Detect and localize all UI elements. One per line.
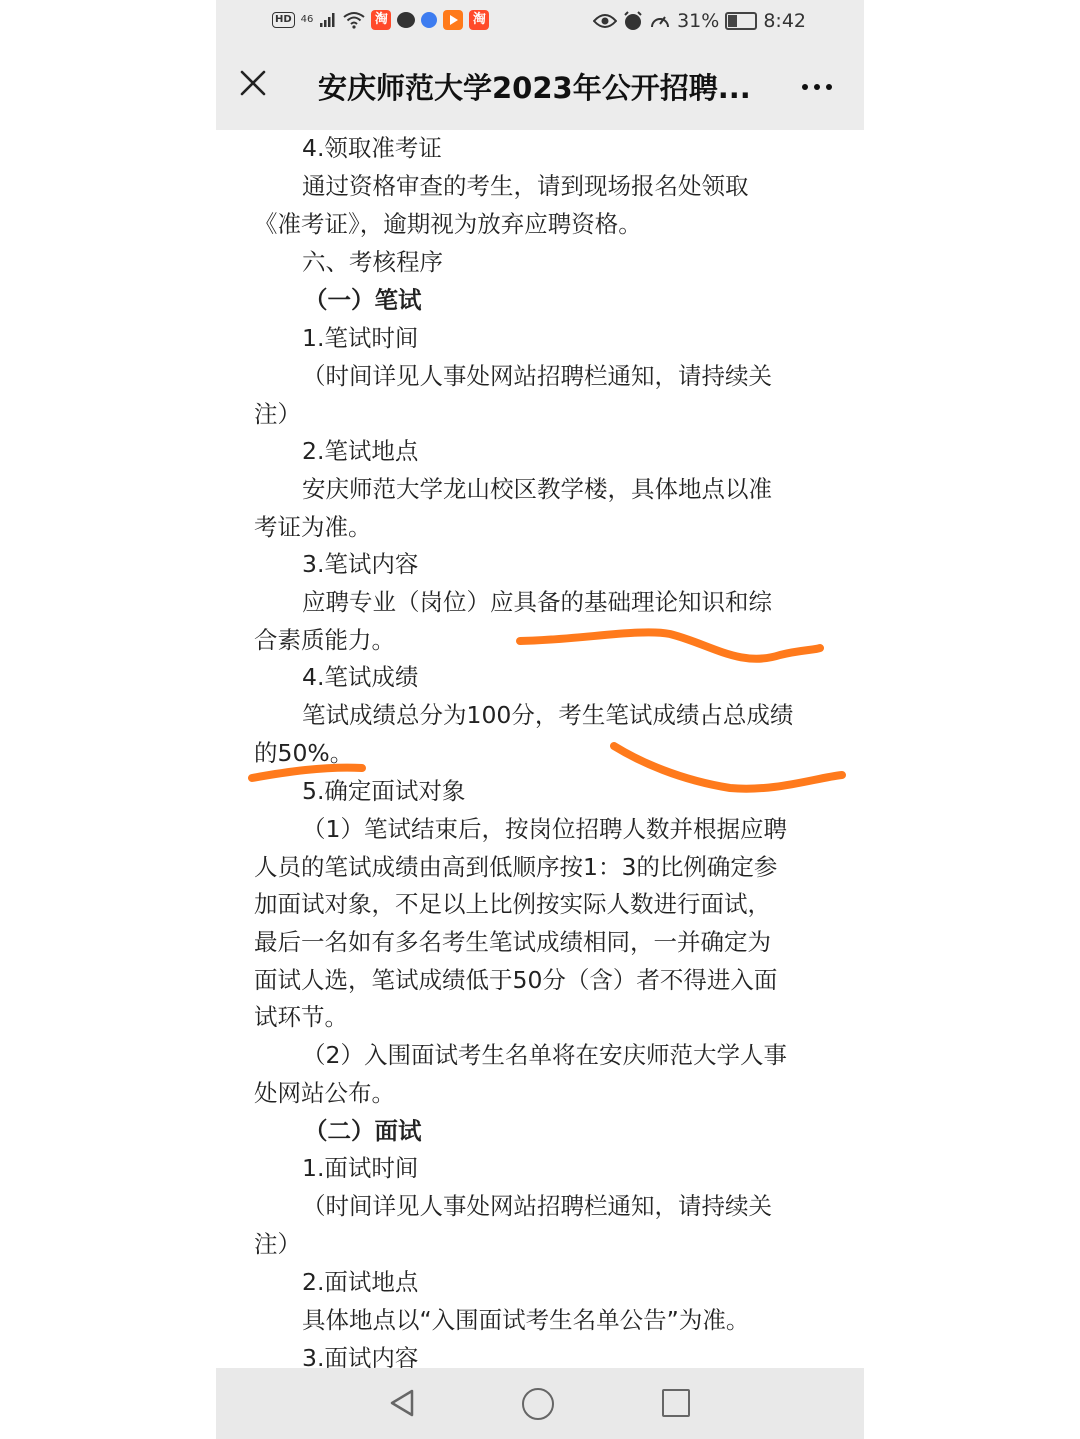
status-left: [272, 10, 489, 30]
text-line: （1）笔试结束后，按岗位招聘人数并根据应聘: [302, 815, 787, 843]
status-bar: [216, 0, 864, 44]
section-heading: 六、考核程序: [302, 248, 443, 276]
page-title: 安庆师范大学2023年公开招聘...: [318, 71, 751, 105]
taobao-app-icon-2: 淘: [469, 10, 489, 30]
text-line: 注）: [254, 400, 301, 428]
battery-percent: 31%: [677, 10, 720, 32]
subsection-heading: （一）笔试: [304, 286, 422, 314]
text-line: 面试人选，笔试成绩低于50分（含）者不得进入面: [254, 966, 778, 994]
text-line: 通过资格审查的考生，请到现场报名处领取: [302, 172, 749, 200]
text-line: 2.笔试地点: [302, 437, 419, 465]
video-app-icon: [443, 10, 463, 30]
more-dot-icon: [802, 84, 808, 90]
subsection-heading: （二）面试: [304, 1117, 422, 1145]
article-content[interactable]: [216, 130, 864, 1368]
clock-time: 8:42: [763, 10, 806, 32]
wechat-icon: [397, 12, 415, 28]
text-line: 1.面试时间: [302, 1154, 419, 1182]
text-line: （时间详见人事处网站招聘栏通知，请持续关: [302, 1192, 772, 1220]
text-line: 安庆师范大学龙山校区教学楼，具体地点以准: [302, 475, 772, 503]
more-dot-icon: [826, 84, 832, 90]
text-line: 最后一名如有多名考生笔试成绩相同，一并确定为: [254, 928, 771, 956]
music-app-icon: [421, 12, 437, 28]
text-line: 人员的笔试成绩由高到低顺序按1：3的比例确定参: [254, 853, 778, 881]
text-line: 的50%。: [254, 739, 354, 767]
text-line: 试环节。: [254, 1003, 348, 1031]
recent-apps-icon[interactable]: [662, 1389, 690, 1417]
text-line: （2）入围面试考生名单将在安庆师范大学人事: [302, 1041, 787, 1069]
navigation-bar: [216, 1368, 864, 1439]
text-line: 笔试成绩总分为100分，考生笔试成绩占总成绩: [302, 701, 794, 729]
text-line: 具体地点以“入围面试考生名单公告”为准。: [302, 1306, 750, 1334]
battery-icon: [725, 12, 757, 30]
text-line: 2.面试地点: [302, 1268, 419, 1296]
text-line: 3.笔试内容: [302, 550, 419, 578]
text-line: 4.领取准考证: [302, 134, 442, 162]
text-line: 合素质能力。: [254, 626, 395, 654]
text-line: 加面试对象，不足以上比例按实际人数进行面试，: [254, 890, 771, 918]
taobao-app-icon: 淘: [371, 10, 391, 30]
signal-label: 46: [300, 14, 314, 25]
text-line: 5.确定面试对象: [302, 777, 466, 805]
text-line: 3.面试内容: [302, 1344, 419, 1368]
eye-icon: [593, 13, 617, 29]
close-icon[interactable]: [238, 68, 268, 98]
phone-screen: [216, 0, 864, 1439]
text-line: 《准考证》，逾期视为放弃应聘资格。: [254, 210, 642, 238]
home-icon[interactable]: [522, 1388, 554, 1420]
cell-signal-icon: [319, 12, 337, 28]
hd-icon: HD: [272, 12, 295, 28]
text-line: 1.笔试时间: [302, 324, 419, 352]
more-dot-icon: [814, 84, 820, 90]
text-line: 注）: [254, 1230, 301, 1258]
text-line: 应聘专业（岗位）应具备的基础理论知识和综: [302, 588, 772, 616]
more-options-button[interactable]: [802, 84, 832, 90]
wifi-icon: [343, 11, 365, 29]
text-line: 4.笔试成绩: [302, 663, 419, 691]
text-line: （时间详见人事处网站招聘栏通知，请持续关: [302, 362, 772, 390]
status-right: [593, 10, 806, 32]
back-icon[interactable]: [388, 1388, 416, 1418]
text-line: 考证为准。: [254, 513, 372, 541]
speed-icon: [649, 11, 671, 31]
title-bar: [216, 44, 864, 130]
alarm-icon: [623, 11, 643, 31]
text-line: 处网站公布。: [254, 1079, 395, 1107]
